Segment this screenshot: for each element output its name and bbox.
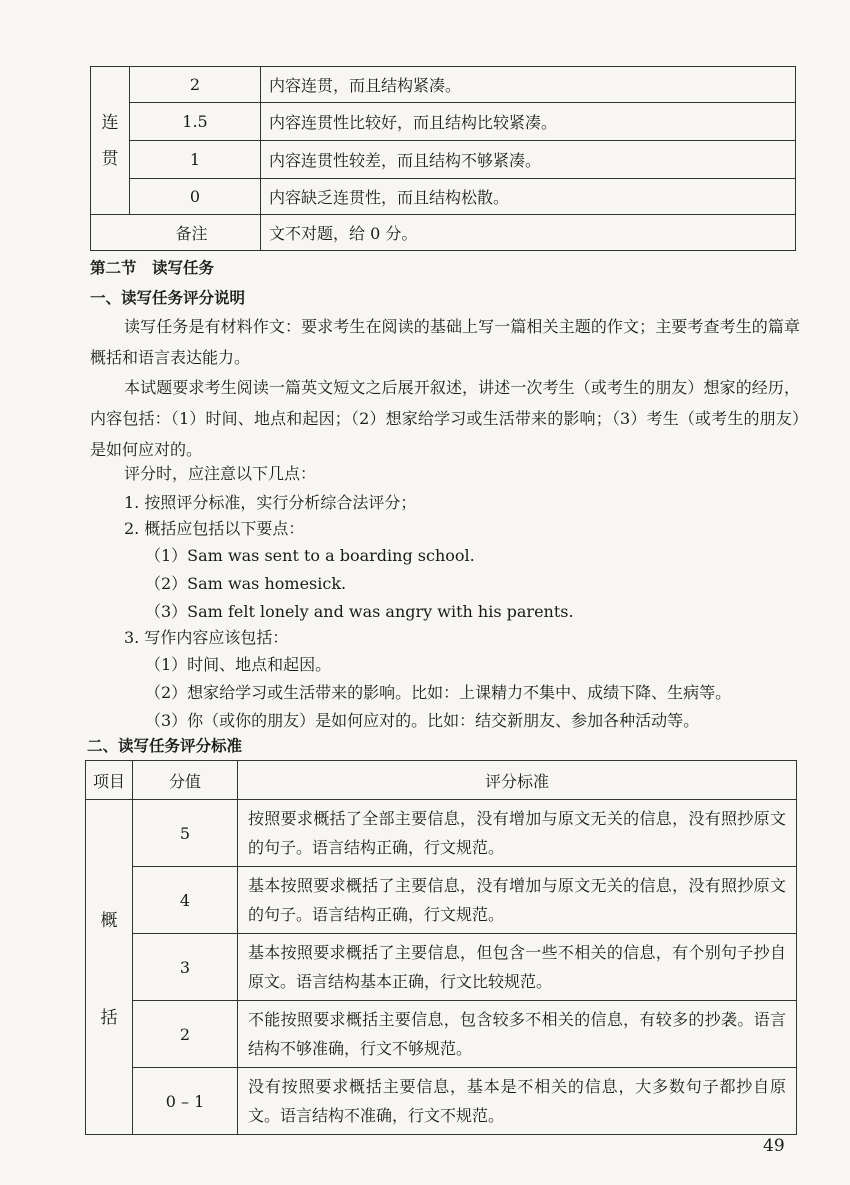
part2-heading: 二、读写任务评分标准 <box>87 737 243 755</box>
scoring-intro: 评分时，应注意以下几点： <box>124 464 317 483</box>
summary-point: （1）Sam was sent to a boarding school. <box>145 546 475 565</box>
criteria-cell: 内容连贯，而且结构紧凑。 <box>261 67 796 103</box>
paragraph-2: 本试题要求考生阅读一篇英文短文之后展开叙述，讲述一次考生（或考生的朋友）想家的经历，内容包括：（1）时间、地点和起因；（2）想家给学习或生活带来的影响；（3）考生（或考生的朋友）是如何应对的。 <box>90 378 800 459</box>
criteria-cell: 基本按照要求概括了主要信息，没有增加与原文无关的信息，没有照抄原文的句子。语言结构正确，行文规范。 <box>238 867 797 934</box>
score-cell: 1.5 <box>130 103 261 141</box>
scoring-item-2: 2. 概括应包括以下要点： <box>124 519 305 538</box>
content-point: （1）时间、地点和起因。 <box>145 655 332 674</box>
scoring-item-3: 3. 写作内容应该包括： <box>124 628 289 647</box>
content-point: （3）你（或你的朋友）是如何应对的。比如：结交新朋友、参加各种活动等。 <box>145 711 700 730</box>
content-point: （2）想家给学习或生活带来的影响。比如：上课精力不集中、成绩下降、生病等。 <box>145 683 732 702</box>
note-text: 文不对题，给 0 分。 <box>261 215 796 251</box>
summary-point: （2）Sam was homesick. <box>145 574 347 593</box>
score-cell: 0 – 1 <box>133 1068 238 1135</box>
criteria-cell: 内容连贯性较差，而且结构不够紧凑。 <box>261 141 796 179</box>
category-cell <box>91 67 130 215</box>
score-cell: 2 <box>130 67 261 103</box>
part1-heading: 一、读写任务评分说明 <box>90 289 246 307</box>
score-cell: 1 <box>130 141 261 179</box>
criteria-cell: 没有按照要求概括主要信息，基本是不相关的信息，大多数句子都抄自原文。语言结构不准确，行文不规范。 <box>238 1068 797 1135</box>
category-char: 连 <box>101 112 119 133</box>
criteria-cell: 内容连贯性比较好，而且结构比较紧凑。 <box>261 103 796 141</box>
category-char: 贯 <box>101 148 119 169</box>
header-criteria: 评分标准 <box>238 761 797 800</box>
coherence-score-table <box>90 66 796 251</box>
paragraph-1: 读写任务是有材料作文：要求考生在阅读的基础上写一篇相关主题的作文；主要考查考生的篇章概括和语言表达能力。 <box>90 317 800 367</box>
scoring-item-1: 1. 按照评分标准，实行分析综合法评分； <box>124 493 417 512</box>
criteria-cell: 基本按照要求概括了主要信息，但包含一些不相关的信息，有个别句子抄自原文。语言结构基本正确，行文比较规范。 <box>238 934 797 1001</box>
summary-point: （3）Sam felt lonely and was angry with his parents. <box>145 602 574 621</box>
criteria-cell: 不能按照要求概括主要信息，包含较多不相关的信息，有较多的抄袭。语言结构不够准确，行文不够规范。 <box>238 1001 797 1068</box>
score-cell: 2 <box>133 1001 238 1068</box>
criteria-cell: 内容缺乏连贯性，而且结构松散。 <box>261 179 796 215</box>
page-number: 49 <box>763 1136 785 1156</box>
header-item: 项目 <box>86 761 133 800</box>
score-cell: 4 <box>133 867 238 934</box>
score-cell: 5 <box>133 800 238 867</box>
section-title: 第二节 读写任务 <box>90 259 215 277</box>
summary-score-table <box>85 760 797 1135</box>
note-label: 备注 <box>91 215 261 251</box>
score-cell: 3 <box>133 934 238 1001</box>
header-score: 分值 <box>133 761 238 800</box>
score-cell: 0 <box>130 179 261 215</box>
criteria-cell: 按照要求概括了全部主要信息，没有增加与原文无关的信息，没有照抄原文的句子。语言结构正确，行文规范。 <box>238 800 797 867</box>
category-char: 括 <box>100 1008 118 1028</box>
category-cell <box>86 800 133 1135</box>
category-char: 概 <box>100 911 118 931</box>
